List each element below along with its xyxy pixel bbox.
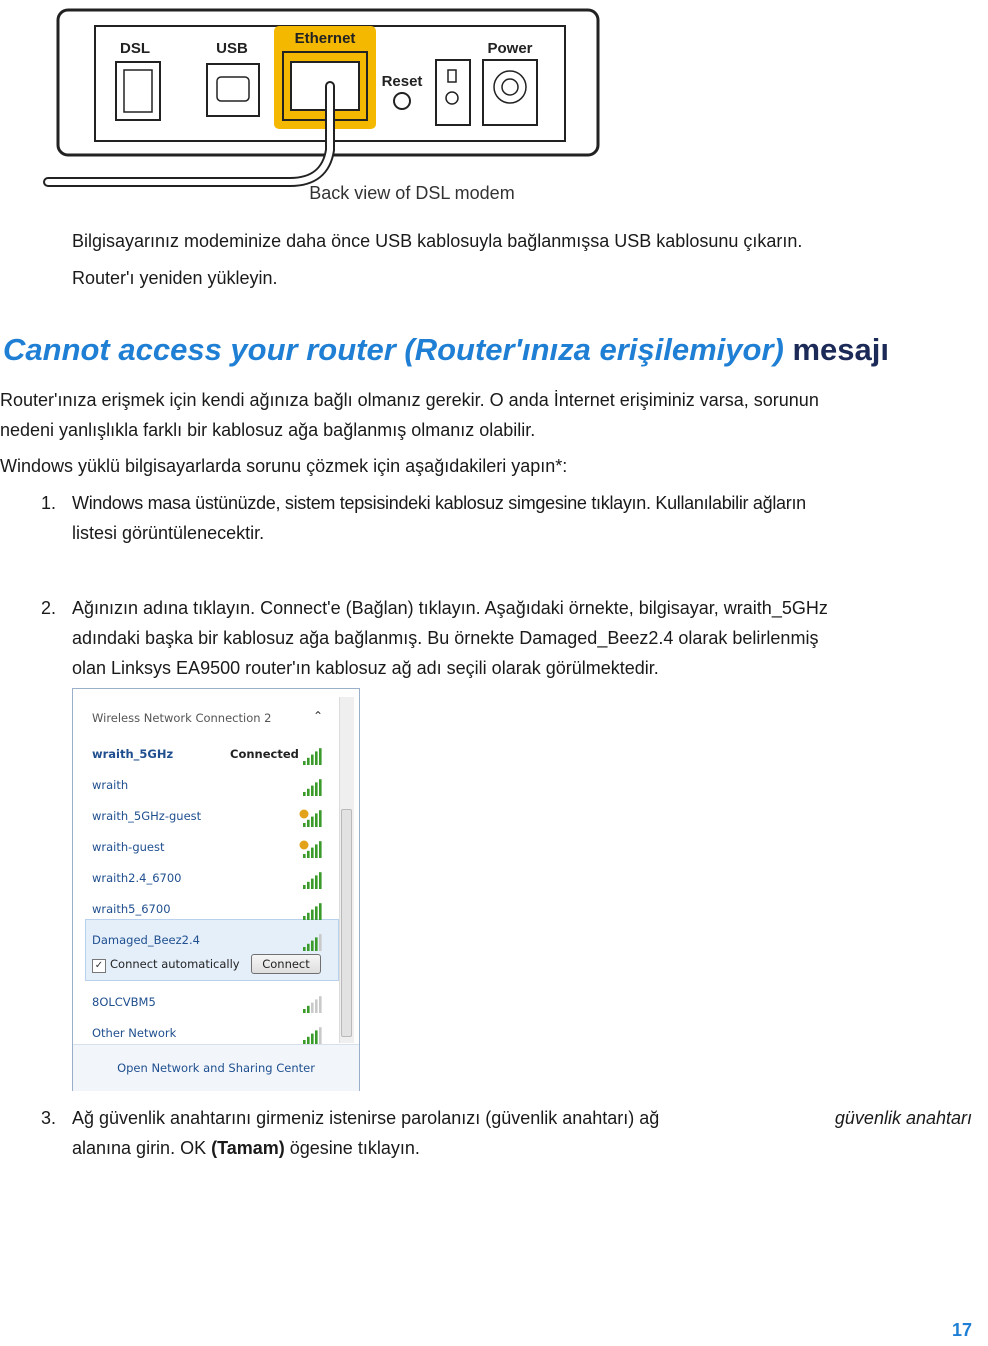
collapse-chevron-icon[interactable]: ⌃ bbox=[313, 709, 324, 723]
step-3-line-1 bbox=[72, 1103, 972, 1133]
signal-bar bbox=[315, 782, 318, 796]
signal-bar bbox=[315, 751, 318, 765]
open-network-shield-icon bbox=[300, 841, 309, 850]
signal-strength-icon bbox=[299, 778, 323, 796]
heading-normal: mesajı bbox=[792, 332, 889, 367]
signal-strength-icon bbox=[299, 933, 323, 951]
power-switch bbox=[436, 60, 470, 125]
power-label: Power bbox=[487, 40, 533, 57]
network-row[interactable] bbox=[73, 739, 335, 769]
signal-bar bbox=[303, 916, 306, 920]
signal-bar bbox=[311, 786, 314, 796]
para1-line-2: nedeni yanlışlıkla farklı bir kablosuz ağa bağlanmış olmanız olabilir. bbox=[0, 420, 536, 440]
network-name: 8OLCVBM5 bbox=[92, 995, 156, 1009]
reset-label: Reset bbox=[381, 73, 423, 90]
signal-bar bbox=[319, 934, 322, 951]
network-name: wraith bbox=[92, 778, 129, 792]
network-row[interactable] bbox=[73, 925, 335, 955]
signal-bar bbox=[303, 823, 306, 827]
connect-automatically-checkbox[interactable]: ✓ bbox=[92, 959, 106, 973]
signal-bar bbox=[315, 875, 318, 889]
signal-strength-icon bbox=[299, 871, 323, 889]
signal-strength-icon bbox=[299, 840, 323, 858]
step-3-line-2 bbox=[72, 1133, 420, 1163]
step-3-field-name: güvenlik anahtarı bbox=[834, 1108, 972, 1128]
signal-bar bbox=[315, 937, 318, 951]
signal-bar bbox=[303, 854, 306, 858]
signal-bar bbox=[303, 1009, 306, 1013]
signal-bar bbox=[307, 944, 310, 951]
open-network-shield-icon bbox=[300, 810, 309, 819]
intro-line-2: Router'ı yeniden yükleyin. bbox=[72, 268, 278, 288]
step-3-number: 3. bbox=[40, 1108, 56, 1128]
signal-bar bbox=[311, 817, 314, 827]
network-name: wraith2.4_6700 bbox=[92, 871, 182, 885]
signal-bar bbox=[307, 1037, 310, 1044]
network-sharing-center-link[interactable]: Open Network and Sharing Center bbox=[73, 1044, 359, 1091]
signal-bar bbox=[307, 851, 310, 858]
panel-header: Wireless Network Connection 2 bbox=[92, 711, 272, 725]
connect-button[interactable]: Connect bbox=[251, 954, 321, 974]
scrollbar-thumb[interactable] bbox=[341, 809, 352, 1037]
signal-bar bbox=[315, 906, 318, 920]
signal-bar bbox=[311, 1034, 314, 1044]
signal-bar bbox=[303, 947, 306, 951]
connect-automatically-label: Connect automatically bbox=[110, 957, 240, 971]
signal-bar bbox=[319, 903, 322, 920]
step-1-number: 1. bbox=[40, 493, 56, 513]
step-1-line-2: listesi görüntülenecektir. bbox=[72, 523, 265, 543]
step-2-number: 2. bbox=[40, 598, 56, 618]
modem-back-view-diagram bbox=[40, 0, 600, 212]
network-row[interactable] bbox=[73, 894, 335, 924]
signal-bar bbox=[303, 885, 306, 889]
dsl-label: DSL bbox=[120, 40, 150, 57]
signal-bar bbox=[307, 789, 310, 796]
signal-bar bbox=[315, 1030, 318, 1044]
network-row[interactable] bbox=[73, 770, 335, 800]
network-row[interactable] bbox=[73, 987, 335, 1017]
network-name: wraith_5GHz-guest bbox=[92, 809, 202, 823]
panel-scrollbar[interactable] bbox=[339, 697, 354, 1043]
signal-bar bbox=[319, 872, 322, 889]
signal-bar bbox=[315, 844, 318, 858]
diagram-caption: Back view of DSL modem bbox=[309, 183, 515, 203]
network-name: wraith_5GHz bbox=[92, 747, 174, 761]
signal-bar bbox=[319, 748, 322, 765]
para1-line-1: Router'ınıza erişmek için kendi ağınıza bağlı olmanız gerekir. O anda İnternet erişiminiz varsa, sorunun bbox=[0, 390, 819, 410]
signal-bar bbox=[311, 879, 314, 889]
network-row[interactable] bbox=[73, 832, 335, 862]
step-3-text: Ağ güvenlik anahtarını girmeniz istenirse parolanızı (güvenlik anahtarı) ağ bbox=[72, 1108, 665, 1128]
signal-bar bbox=[303, 761, 306, 765]
signal-bar bbox=[311, 755, 314, 765]
step-3-text-3: ögesine tıklayın. bbox=[284, 1138, 420, 1158]
para2: Windows yüklü bilgisayarlarda sorunu çözmek için aşağıdakileri yapın*: bbox=[0, 456, 568, 476]
section-heading bbox=[3, 332, 889, 368]
step-3-ok-label: (Tamam) bbox=[211, 1138, 285, 1158]
signal-bar bbox=[315, 999, 318, 1013]
signal-bar bbox=[307, 913, 310, 920]
signal-bar bbox=[319, 779, 322, 796]
signal-bar bbox=[319, 996, 322, 1013]
network-name: Other Network bbox=[92, 1026, 177, 1040]
page-number: 17 bbox=[951, 1320, 972, 1340]
network-row[interactable] bbox=[73, 801, 335, 831]
signal-bar bbox=[319, 810, 322, 827]
step-1-line-1: Windows masa üstünüzde, sistem tepsisindeki kablosuz simgesine tıklayın. Kullanılabilir ağların bbox=[72, 493, 806, 513]
signal-bar bbox=[311, 1003, 314, 1013]
signal-bar bbox=[311, 941, 314, 951]
heading-italic: Cannot access your router (Router'ınıza erişilemiyor) bbox=[3, 332, 784, 367]
network-name: Damaged_Beez2.4 bbox=[92, 933, 200, 947]
signal-bar bbox=[311, 848, 314, 858]
signal-strength-icon bbox=[299, 809, 323, 827]
signal-bar bbox=[311, 910, 314, 920]
intro-line-1: Bilgisayarınız modeminize daha önce USB kablosuyla bağlanmışsa USB kablosunu çıkarın. bbox=[72, 231, 803, 251]
signal-strength-icon bbox=[299, 902, 323, 920]
wireless-network-panel bbox=[72, 688, 360, 1091]
network-row[interactable] bbox=[73, 863, 335, 893]
signal-bar bbox=[315, 813, 318, 827]
power-jack bbox=[483, 40, 537, 125]
step-3-text-2: alanına girin. OK bbox=[72, 1138, 212, 1158]
signal-bar bbox=[307, 1006, 310, 1013]
signal-bar bbox=[307, 820, 310, 827]
step-2-line-1: Ağınızın adına tıklayın. Connect'e (Bağlan) tıklayın. Aşağıdaki örnekte, bilgisayar, wraith_5GHz bbox=[72, 598, 828, 618]
signal-strength-icon bbox=[299, 1026, 323, 1044]
signal-bar bbox=[303, 792, 306, 796]
signal-strength-icon bbox=[299, 747, 323, 765]
ethernet-label: Ethernet bbox=[294, 30, 356, 47]
network-name: wraith5_6700 bbox=[92, 902, 171, 916]
usb-label: USB bbox=[216, 40, 248, 57]
network-name: wraith-guest bbox=[92, 840, 165, 854]
step-2-line-2: adındaki başka bir kablosuz ağa bağlanmış. Bu örnekte Damaged_Beez2.4 olarak belirlenmiş bbox=[72, 628, 819, 648]
signal-bar bbox=[319, 841, 322, 858]
signal-bar bbox=[307, 758, 310, 765]
step-2-line-3: olan Linksys EA9500 router'ın kablosuz ağ adı seçili olarak görülmektedir. bbox=[72, 658, 659, 678]
signal-strength-icon bbox=[299, 995, 323, 1013]
signal-bar bbox=[307, 882, 310, 889]
signal-bar bbox=[319, 1027, 322, 1044]
connection-status: Connected bbox=[230, 747, 299, 761]
